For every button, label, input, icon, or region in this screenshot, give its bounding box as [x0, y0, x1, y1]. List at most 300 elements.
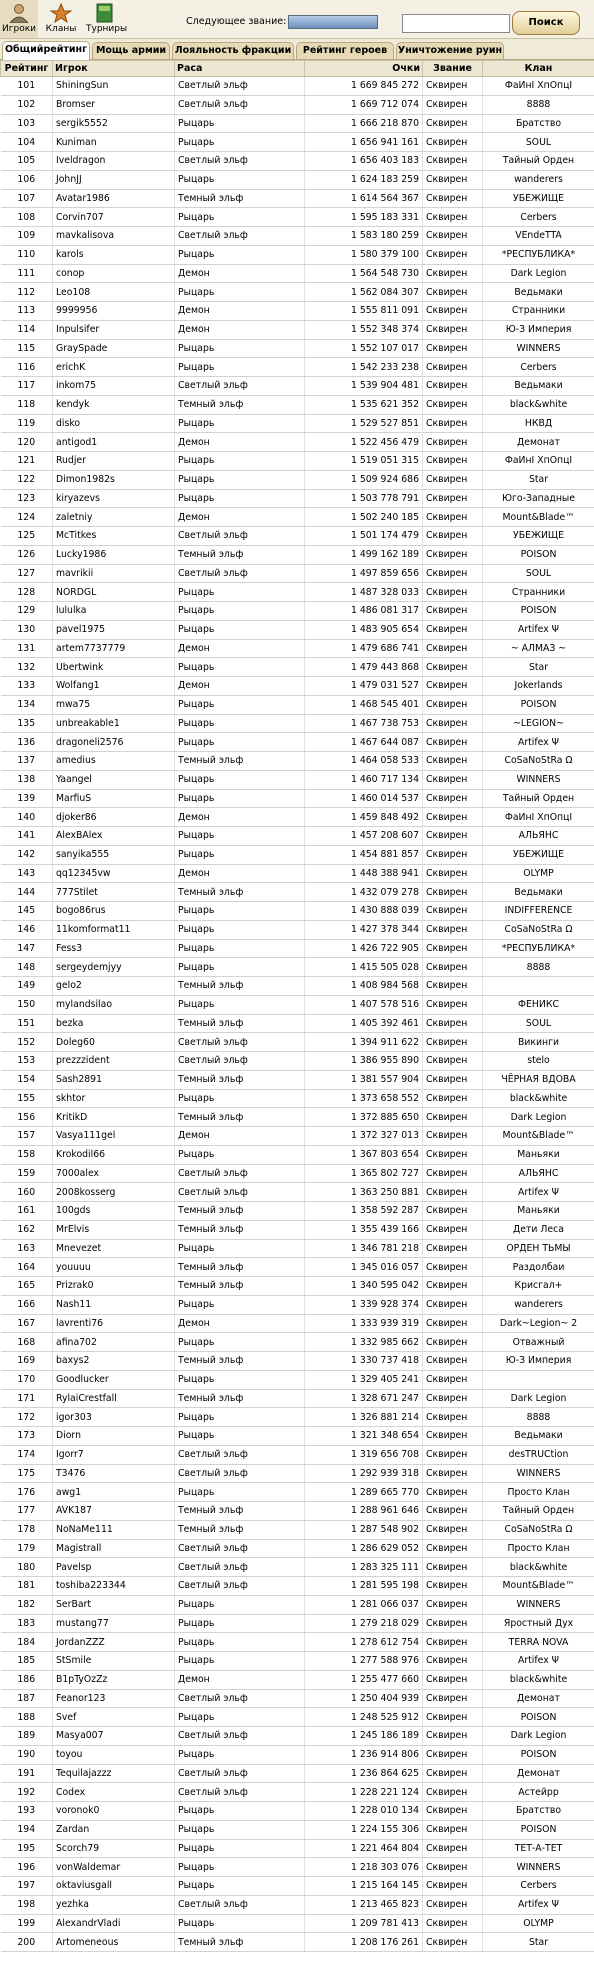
clan-link[interactable]: Странники: [483, 302, 594, 321]
rank-cell: Сквирен: [423, 1783, 483, 1802]
race-cell: Темный эльф: [175, 1014, 305, 1033]
clan-link[interactable]: black&white: [483, 1670, 594, 1689]
player-name-link[interactable]: 7000alex: [53, 1164, 175, 1183]
player-name-link[interactable]: prezzzident: [53, 1052, 175, 1071]
clan-link[interactable]: stelo: [483, 1052, 594, 1071]
clan-link[interactable]: Отважный: [483, 1333, 594, 1352]
player-name-link[interactable]: Yaangel: [53, 770, 175, 789]
clan-link[interactable]: АЛЬЯНС: [483, 1164, 594, 1183]
player-name-link[interactable]: zaletniy: [53, 508, 175, 527]
clan-link[interactable]: Просто Клан: [483, 1483, 594, 1502]
player-name-link[interactable]: Lucky1986: [53, 545, 175, 564]
player-name-link[interactable]: Corvin707: [53, 208, 175, 227]
player-name-link[interactable]: McTitkes: [53, 527, 175, 546]
player-name-link[interactable]: youuuu: [53, 1258, 175, 1277]
table-row: [1, 1127, 594, 1146]
points-cell: 1 228 010 134: [305, 1802, 423, 1821]
player-name-link[interactable]: kendyk: [53, 395, 175, 414]
rank-cell: Сквирен: [423, 1108, 483, 1127]
table-row: [1, 470, 594, 489]
player-name-link[interactable]: toyou: [53, 1745, 175, 1764]
player-name-link[interactable]: Iveldragon: [53, 152, 175, 171]
rating-cell: 165: [1, 1277, 53, 1296]
clan-link[interactable]: wanderers: [483, 170, 594, 189]
player-name-link[interactable]: gelo2: [53, 977, 175, 996]
player-name-link[interactable]: Diorn: [53, 1427, 175, 1446]
rank-cell: Сквирен: [423, 733, 483, 752]
clan-link[interactable]: VEndeTTA: [483, 227, 594, 246]
player-name-link[interactable]: mwa75: [53, 695, 175, 714]
column-header-points[interactable]: Очки: [305, 61, 423, 77]
clan-link[interactable]: WINNERS: [483, 1595, 594, 1614]
clan-link[interactable]: Астейрр: [483, 1783, 594, 1802]
race-cell: Светлый эльф: [175, 1727, 305, 1746]
table-row: [1, 1652, 594, 1671]
player-name-link[interactable]: Pavelsp: [53, 1558, 175, 1577]
player-name-link[interactable]: Goodlucker: [53, 1370, 175, 1389]
player-name-link[interactable]: Mnevezet: [53, 1239, 175, 1258]
player-name-link[interactable]: awg1: [53, 1483, 175, 1502]
rank-cell: Сквирен: [423, 1145, 483, 1164]
clan-link[interactable]: Dark Legion: [483, 1727, 594, 1746]
table-row: [1, 508, 594, 527]
player-name-link[interactable]: KritikD: [53, 1108, 175, 1127]
table-row: [1, 602, 594, 621]
player-name-link[interactable]: vonWaldemar: [53, 1858, 175, 1877]
clan-link[interactable]: Юго-Западные: [483, 489, 594, 508]
player-name-link[interactable]: T3476: [53, 1464, 175, 1483]
rating-tabs: [0, 39, 594, 60]
player-name-link[interactable]: mavkalisova: [53, 227, 175, 246]
rating-cell: 127: [1, 564, 53, 583]
clan-link[interactable]: ЧЁРНАЯ ВДОВА: [483, 1070, 594, 1089]
rating-cell: 131: [1, 639, 53, 658]
clan-link[interactable]: Ведьмаки: [483, 377, 594, 396]
race-cell: Рыцарь: [175, 770, 305, 789]
clan-link[interactable]: Dark Legion: [483, 1389, 594, 1408]
clan-link[interactable]: TERRA NOVA: [483, 1633, 594, 1652]
player-name-link[interactable]: AlexBAlex: [53, 827, 175, 846]
clan-link[interactable]: ~LEGION~: [483, 714, 594, 733]
clan-link[interactable]: Artifex Ψ: [483, 620, 594, 639]
player-name-link[interactable]: Nash11: [53, 1295, 175, 1314]
clan-link[interactable]: 8888: [483, 95, 594, 114]
nav-tournaments[interactable]: [86, 0, 128, 38]
race-cell: Рыцарь: [175, 845, 305, 864]
tab-overall-rating[interactable]: Общийрейтинг: [2, 41, 90, 60]
clan-link[interactable]: Ю-З Империя: [483, 320, 594, 339]
clan-link[interactable]: Mount&Blade™: [483, 1577, 594, 1596]
column-header-rank[interactable]: Звание: [423, 61, 483, 77]
clan-link[interactable]: Тайный Орден: [483, 1502, 594, 1521]
clan-link[interactable]: Artifex Ψ: [483, 1183, 594, 1202]
table-row: [1, 1427, 594, 1446]
clan-link[interactable]: Тайный Орден: [483, 789, 594, 808]
player-name-link[interactable]: igor303: [53, 1408, 175, 1427]
race-cell: Темный эльф: [175, 395, 305, 414]
clan-link[interactable]: WINNERS: [483, 770, 594, 789]
player-name-link[interactable]: Artomeneous: [53, 1933, 175, 1952]
clan-link[interactable]: ОРДЕН ТЬМЫ: [483, 1239, 594, 1258]
clan-link[interactable]: ФаИнI ХпОпцI: [483, 77, 594, 96]
clan-link[interactable]: Artifex Ψ: [483, 1652, 594, 1671]
clan-link[interactable]: Star: [483, 1933, 594, 1952]
player-name-link[interactable]: MarfiuS: [53, 789, 175, 808]
points-cell: 1 373 658 552: [305, 1089, 423, 1108]
player-name-link[interactable]: Igorr7: [53, 1445, 175, 1464]
player-name-link[interactable]: Feanor123: [53, 1689, 175, 1708]
table-row: [1, 1370, 594, 1389]
player-name-link[interactable]: baxys2: [53, 1352, 175, 1371]
race-cell: Рыцарь: [175, 114, 305, 133]
nav-tournaments-label: Турниры: [86, 24, 128, 34]
player-name-link[interactable]: mustang77: [53, 1614, 175, 1633]
player-name-link[interactable]: qq12345vw: [53, 864, 175, 883]
rank-cell: Сквирен: [423, 977, 483, 996]
player-name-link[interactable]: erichK: [53, 358, 175, 377]
points-cell: 1 277 588 976: [305, 1652, 423, 1671]
player-name-link[interactable]: 9999956: [53, 302, 175, 321]
clan-link[interactable]: Дети Леса: [483, 1220, 594, 1239]
clan-link[interactable]: УБЕЖИЩЕ: [483, 845, 594, 864]
race-cell: Светлый эльф: [175, 1558, 305, 1577]
rating-cell: 104: [1, 133, 53, 152]
tab-army-power[interactable]: Мощь армии: [92, 42, 170, 59]
clan-link[interactable]: *РЕСПУБЛИКА*: [483, 245, 594, 264]
points-cell: 1 221 464 804: [305, 1839, 423, 1858]
player-name-link[interactable]: Wolfang1: [53, 677, 175, 696]
player-name-link[interactable]: B1pTyOzZz: [53, 1670, 175, 1689]
rank-cell: Сквирен: [423, 1802, 483, 1821]
clan-link[interactable]: CoSaNoStRa Ω: [483, 1520, 594, 1539]
clan-link[interactable]: ТЕТ-А-ТЕТ: [483, 1839, 594, 1858]
player-name-link[interactable]: artem7737779: [53, 639, 175, 658]
clan-link[interactable]: Dark Legion: [483, 264, 594, 283]
player-name-link[interactable]: toshiba223344: [53, 1577, 175, 1596]
clan-link[interactable]: АЛЬЯНС: [483, 827, 594, 846]
points-cell: 1 321 348 654: [305, 1427, 423, 1446]
player-name-link[interactable]: djoker86: [53, 808, 175, 827]
rating-cell: 190: [1, 1745, 53, 1764]
player-name-link[interactable]: MrElvis: [53, 1220, 175, 1239]
points-cell: 1 248 525 912: [305, 1708, 423, 1727]
player-name-link[interactable]: ShiningSun: [53, 77, 175, 96]
rank-cell: Сквирен: [423, 208, 483, 227]
rating-cell: 185: [1, 1652, 53, 1671]
clan-link[interactable]: SOUL: [483, 1014, 594, 1033]
race-cell: Светлый эльф: [175, 1033, 305, 1052]
clan-link[interactable]: Викинги: [483, 1033, 594, 1052]
search-input[interactable]: [402, 14, 510, 33]
search-button[interactable]: Поиск: [512, 11, 580, 35]
points-cell: 1 483 905 654: [305, 620, 423, 639]
clan-link[interactable]: Странники: [483, 583, 594, 602]
player-name-link[interactable]: mylandsilao: [53, 995, 175, 1014]
clan-link[interactable]: black&white: [483, 1089, 594, 1108]
rating-cell: 107: [1, 189, 53, 208]
clan-link[interactable]: Jokerlands: [483, 677, 594, 696]
player-name-link[interactable]: NoNaMe111: [53, 1520, 175, 1539]
table-row: [1, 1670, 594, 1689]
points-cell: 1 346 781 218: [305, 1239, 423, 1258]
player-name-link[interactable]: yezhka: [53, 1895, 175, 1914]
clan-link[interactable]: Cerbers: [483, 208, 594, 227]
clan-link[interactable]: SOUL: [483, 564, 594, 583]
clan-link[interactable]: OLYMP: [483, 1914, 594, 1933]
race-cell: Светлый эльф: [175, 1783, 305, 1802]
clan-link[interactable]: black&white: [483, 395, 594, 414]
clan-link[interactable]: Ведьмаки: [483, 1427, 594, 1446]
table-row: [1, 752, 594, 771]
clan-link[interactable]: *РЕСПУБЛИКА*: [483, 939, 594, 958]
clans-icon: [50, 3, 72, 23]
table-row: [1, 770, 594, 789]
player-name-link[interactable]: lululka: [53, 602, 175, 621]
rank-cell: Сквирен: [423, 1277, 483, 1296]
clan-link[interactable]: Маньяки: [483, 1145, 594, 1164]
player-name-link[interactable]: Fess3: [53, 939, 175, 958]
player-name-link[interactable]: voronok0: [53, 1802, 175, 1821]
rank-cell: Сквирен: [423, 939, 483, 958]
race-cell: Рыцарь: [175, 1820, 305, 1839]
clan-link[interactable]: POISON: [483, 602, 594, 621]
clan-link[interactable]: ~ АЛМАЗ ~: [483, 639, 594, 658]
player-name-link[interactable]: lavrenti76: [53, 1314, 175, 1333]
player-name-link[interactable]: sergeydemjyy: [53, 958, 175, 977]
race-cell: Светлый эльф: [175, 1764, 305, 1783]
column-header-race[interactable]: Раса: [175, 61, 305, 77]
clan-link[interactable]: Artifex Ψ: [483, 1895, 594, 1914]
clan-link[interactable]: Artifex Ψ: [483, 733, 594, 752]
clan-link[interactable]: wanderers: [483, 1295, 594, 1314]
player-name-link[interactable]: AVK187: [53, 1502, 175, 1521]
clan-link[interactable]: WINNERS: [483, 1464, 594, 1483]
player-name-link[interactable]: JohnJJ: [53, 170, 175, 189]
clan-link[interactable]: ФЕНИКС: [483, 995, 594, 1014]
player-name-link[interactable]: 11komformat11: [53, 920, 175, 939]
clan-link[interactable]: 8888: [483, 1408, 594, 1427]
clan-link[interactable]: Братство: [483, 1802, 594, 1821]
clan-link[interactable]: Яростный Дух: [483, 1614, 594, 1633]
clan-link[interactable]: Маньяки: [483, 1202, 594, 1221]
player-name-link[interactable]: Masya007: [53, 1727, 175, 1746]
player-name-link[interactable]: pavel1975: [53, 620, 175, 639]
clan-link[interactable]: CoSaNoStRa Ω: [483, 752, 594, 771]
clan-link[interactable]: Демонат: [483, 433, 594, 452]
player-name-link[interactable]: Tequilajazzz: [53, 1764, 175, 1783]
player-name-link[interactable]: StSmile: [53, 1652, 175, 1671]
clan-link[interactable]: CoSaNoStRa Ω: [483, 920, 594, 939]
player-name-link[interactable]: Vasya111gel: [53, 1127, 175, 1146]
race-cell: Демон: [175, 808, 305, 827]
clan-link[interactable]: ФаИнI ХпОпцI: [483, 808, 594, 827]
player-name-link[interactable]: Magistrall: [53, 1539, 175, 1558]
player-name-link[interactable]: JordanZZZ: [53, 1633, 175, 1652]
clan-link[interactable]: Star: [483, 658, 594, 677]
race-cell: Светлый эльф: [175, 1895, 305, 1914]
clan-link[interactable]: Dark Legion: [483, 1108, 594, 1127]
clan-link[interactable]: Раздолбаи: [483, 1258, 594, 1277]
rating-cell: 154: [1, 1070, 53, 1089]
player-name-link[interactable]: Sash2891: [53, 1070, 175, 1089]
player-name-link[interactable]: Zardan: [53, 1820, 175, 1839]
player-name-link[interactable]: karols: [53, 245, 175, 264]
player-name-link[interactable]: Bromser: [53, 95, 175, 114]
clan-link[interactable]: [483, 977, 594, 996]
player-name-link[interactable]: RylaiCrestfall: [53, 1389, 175, 1408]
player-name-link[interactable]: 100gds: [53, 1202, 175, 1221]
player-name-link[interactable]: bezka: [53, 1014, 175, 1033]
clan-link[interactable]: ФаИнI ХпОпцI: [483, 452, 594, 471]
rating-cell: 184: [1, 1633, 53, 1652]
player-name-link[interactable]: 2008kosserg: [53, 1183, 175, 1202]
clan-link[interactable]: POISON: [483, 1708, 594, 1727]
player-name-link[interactable]: Kuniman: [53, 133, 175, 152]
player-name-link[interactable]: sanyika555: [53, 845, 175, 864]
points-cell: 1 519 051 315: [305, 452, 423, 471]
player-name-link[interactable]: sergik5552: [53, 114, 175, 133]
clan-link[interactable]: НКВД: [483, 414, 594, 433]
rank-cell: Сквирен: [423, 1839, 483, 1858]
player-name-link[interactable]: SerBart: [53, 1595, 175, 1614]
player-name-link[interactable]: Svef: [53, 1708, 175, 1727]
clan-link[interactable]: Демонат: [483, 1764, 594, 1783]
clan-link[interactable]: Демонат: [483, 1689, 594, 1708]
player-name-link[interactable]: skhtor: [53, 1089, 175, 1108]
clan-link[interactable]: Star: [483, 470, 594, 489]
race-cell: Светлый эльф: [175, 1689, 305, 1708]
clan-link[interactable]: Cerbers: [483, 358, 594, 377]
clan-link[interactable]: POISON: [483, 1745, 594, 1764]
clan-link[interactable]: Ведьмаки: [483, 283, 594, 302]
race-cell: Темный эльф: [175, 545, 305, 564]
player-name-link[interactable]: Prizrak0: [53, 1277, 175, 1296]
player-name-link[interactable]: Leo108: [53, 283, 175, 302]
column-header-clan[interactable]: Клан: [483, 61, 594, 77]
player-name-link[interactable]: Codex: [53, 1783, 175, 1802]
clan-link[interactable]: WINNERS: [483, 1858, 594, 1877]
rating-cell: 130: [1, 620, 53, 639]
player-name-link[interactable]: amedius: [53, 752, 175, 771]
clan-link[interactable]: SOUL: [483, 133, 594, 152]
clan-link[interactable]: WINNERS: [483, 339, 594, 358]
player-name-link[interactable]: kiryazevs: [53, 489, 175, 508]
rank-cell: Сквирен: [423, 1127, 483, 1146]
clan-link[interactable]: [483, 1370, 594, 1389]
points-cell: 1 564 548 730: [305, 264, 423, 283]
player-name-link[interactable]: Avatar1986: [53, 189, 175, 208]
nav-clans[interactable]: [42, 0, 80, 38]
table-row: [1, 302, 594, 321]
tab-hero-rating[interactable]: Рейтинг героев: [296, 42, 394, 59]
player-name-link[interactable]: GraySpade: [53, 339, 175, 358]
player-name-link[interactable]: bogo86rus: [53, 902, 175, 921]
player-name-link[interactable]: disko: [53, 414, 175, 433]
clan-link[interactable]: 8888: [483, 958, 594, 977]
column-header-rating[interactable]: Рейтинг: [1, 61, 53, 77]
clan-link[interactable]: POISON: [483, 695, 594, 714]
tab-ruins-destruction[interactable]: Уничтожение руин: [396, 42, 504, 59]
clan-link[interactable]: Братство: [483, 114, 594, 133]
tab-faction-loyalty[interactable]: Лояльность фракции: [172, 42, 294, 59]
rating-cell: 148: [1, 958, 53, 977]
clan-link[interactable]: black&white: [483, 1558, 594, 1577]
race-cell: Рыцарь: [175, 827, 305, 846]
player-name-link[interactable]: Rudjer: [53, 452, 175, 471]
player-name-link[interactable]: unbreakable1: [53, 714, 175, 733]
points-cell: 1 522 456 479: [305, 433, 423, 452]
player-name-link[interactable]: AlexandrVladi: [53, 1914, 175, 1933]
player-name-link[interactable]: antigod1: [53, 433, 175, 452]
clan-link[interactable]: POISON: [483, 545, 594, 564]
clan-link[interactable]: INDIFFERENCE: [483, 902, 594, 921]
clan-link[interactable]: OLYMP: [483, 864, 594, 883]
player-name-link[interactable]: conop: [53, 264, 175, 283]
nav-players[interactable]: [0, 0, 38, 38]
rank-cell: Сквирен: [423, 1052, 483, 1071]
player-name-link[interactable]: afina702: [53, 1333, 175, 1352]
rating-cell: 114: [1, 320, 53, 339]
player-name-link[interactable]: dragoneli2576: [53, 733, 175, 752]
player-name-link[interactable]: oktaviusgall: [53, 1877, 175, 1896]
player-name-link[interactable]: Ubertwink: [53, 658, 175, 677]
player-name-link[interactable]: Scorch79: [53, 1839, 175, 1858]
player-name-link[interactable]: 777Stilet: [53, 883, 175, 902]
player-name-link[interactable]: Krokodil66: [53, 1145, 175, 1164]
clan-link[interactable]: Крисгал+: [483, 1277, 594, 1296]
clan-link[interactable]: Dark~Legion~ 2: [483, 1314, 594, 1333]
clan-link[interactable]: Ведьмаки: [483, 883, 594, 902]
rank-cell: Сквирен: [423, 1895, 483, 1914]
table-row: [1, 1389, 594, 1408]
table-row: [1, 827, 594, 846]
clan-link[interactable]: Cerbers: [483, 1877, 594, 1896]
points-cell: 1 624 183 259: [305, 170, 423, 189]
rating-cell: 156: [1, 1108, 53, 1127]
rating-cell: 196: [1, 1858, 53, 1877]
player-name-link[interactable]: Doleg60: [53, 1033, 175, 1052]
race-cell: Рыцарь: [175, 1914, 305, 1933]
clan-link[interactable]: Просто Клан: [483, 1539, 594, 1558]
clan-link[interactable]: Mount&Blade™: [483, 508, 594, 527]
rank-cell: Сквирен: [423, 470, 483, 489]
rank-cell: Сквирен: [423, 1652, 483, 1671]
rank-cell: Сквирен: [423, 1577, 483, 1596]
column-header-player[interactable]: Игрок: [53, 61, 175, 77]
player-name-link[interactable]: mavrikii: [53, 564, 175, 583]
player-name-link[interactable]: inkom75: [53, 377, 175, 396]
rating-cell: 125: [1, 527, 53, 546]
clan-link[interactable]: desTRUCtion: [483, 1445, 594, 1464]
clan-link[interactable]: УБЕЖИЩЕ: [483, 527, 594, 546]
rank-cell: Сквирен: [423, 1670, 483, 1689]
race-cell: Рыцарь: [175, 208, 305, 227]
table-row: [1, 452, 594, 471]
clan-link[interactable]: Mount&Blade™: [483, 1127, 594, 1146]
rating-cell: 163: [1, 1239, 53, 1258]
table-row: [1, 114, 594, 133]
player-name-link[interactable]: NORDGL: [53, 583, 175, 602]
player-name-link[interactable]: Inpulsifer: [53, 320, 175, 339]
clan-link[interactable]: УБЕЖИЩЕ: [483, 189, 594, 208]
table-row: [1, 1820, 594, 1839]
race-cell: Рыцарь: [175, 283, 305, 302]
player-name-link[interactable]: Dimon1982s: [53, 470, 175, 489]
clan-link[interactable]: Ю-З Империя: [483, 1352, 594, 1371]
clan-link[interactable]: Тайный Орден: [483, 152, 594, 171]
clan-link[interactable]: POISON: [483, 1820, 594, 1839]
rank-cell: Сквирен: [423, 714, 483, 733]
